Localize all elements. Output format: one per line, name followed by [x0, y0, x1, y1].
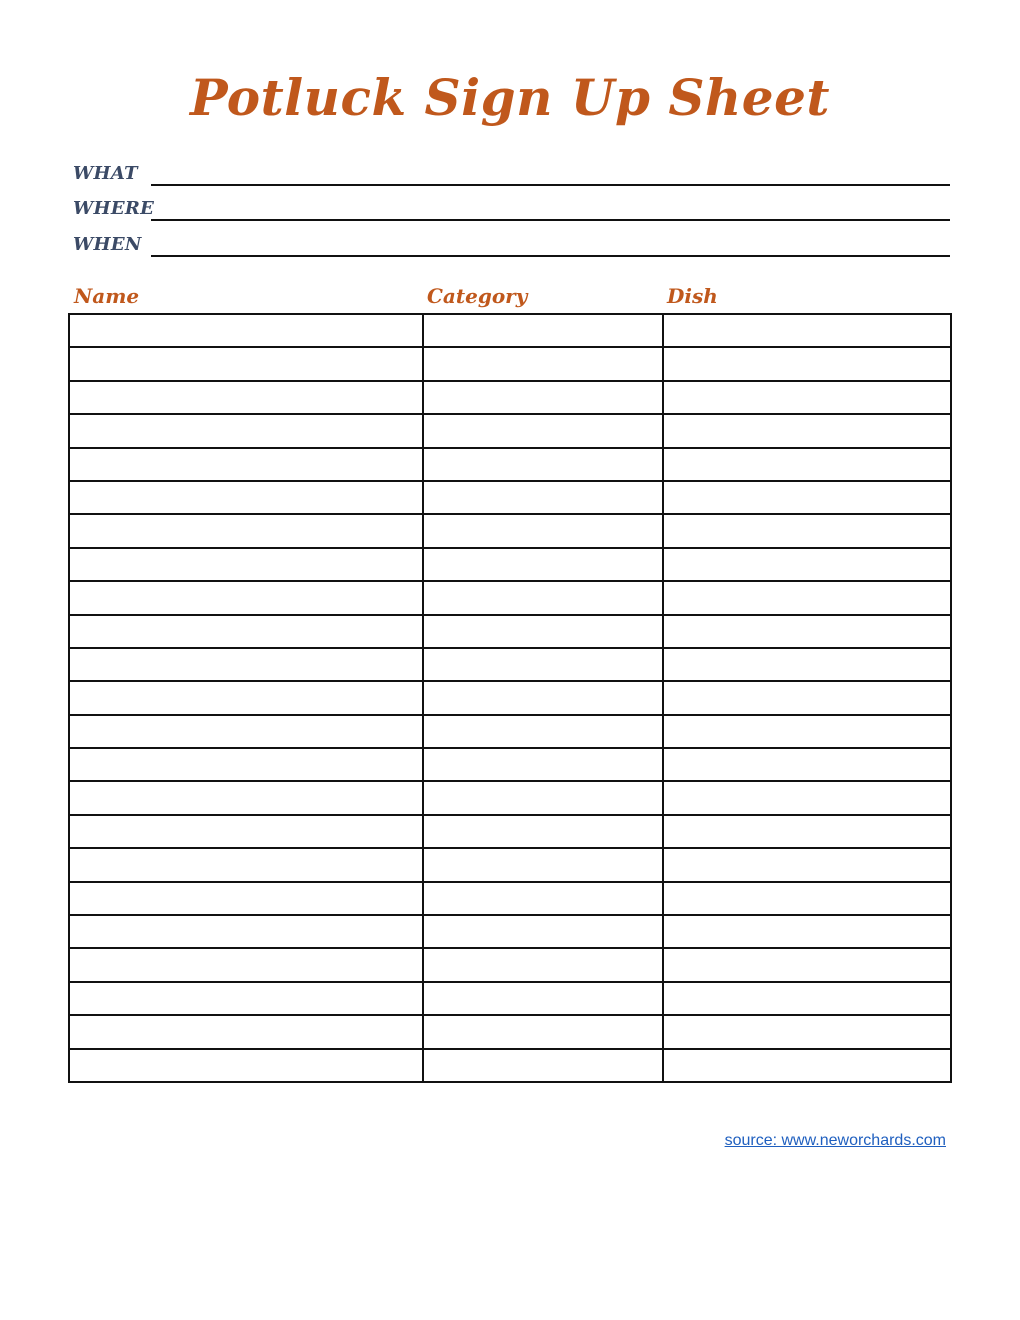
name-cell[interactable]	[69, 514, 423, 547]
dish-cell[interactable]	[663, 448, 951, 481]
table-row	[69, 314, 951, 347]
category-cell[interactable]	[423, 548, 663, 581]
table-row	[69, 681, 951, 714]
category-cell[interactable]	[423, 1015, 663, 1048]
table-row	[69, 982, 951, 1015]
dish-cell[interactable]	[663, 314, 951, 347]
table-row	[69, 414, 951, 447]
dish-cell[interactable]	[663, 347, 951, 380]
name-cell[interactable]	[69, 314, 423, 347]
table-row	[69, 748, 951, 781]
table-row	[69, 882, 951, 915]
table-row	[69, 948, 951, 981]
table-row	[69, 514, 951, 547]
signup-table	[68, 313, 952, 1083]
dish-cell[interactable]	[663, 481, 951, 514]
column-header-dish: Dish	[667, 284, 718, 308]
name-cell[interactable]	[69, 915, 423, 948]
category-cell[interactable]	[423, 748, 663, 781]
dish-cell[interactable]	[663, 748, 951, 781]
name-cell[interactable]	[69, 681, 423, 714]
dish-cell[interactable]	[663, 915, 951, 948]
table-row	[69, 615, 951, 648]
category-cell[interactable]	[423, 381, 663, 414]
when-input-line[interactable]	[151, 255, 950, 257]
dish-cell[interactable]	[663, 781, 951, 814]
dish-cell[interactable]	[663, 514, 951, 547]
name-cell[interactable]	[69, 1015, 423, 1048]
dish-cell[interactable]	[663, 848, 951, 881]
table-row	[69, 781, 951, 814]
category-cell[interactable]	[423, 681, 663, 714]
dish-cell[interactable]	[663, 982, 951, 1015]
dish-cell[interactable]	[663, 414, 951, 447]
category-cell[interactable]	[423, 982, 663, 1015]
name-cell[interactable]	[69, 581, 423, 614]
dish-cell[interactable]	[663, 681, 951, 714]
table-row	[69, 715, 951, 748]
category-cell[interactable]	[423, 948, 663, 981]
signup-table-body	[69, 314, 951, 1082]
name-cell[interactable]	[69, 381, 423, 414]
category-cell[interactable]	[423, 815, 663, 848]
category-cell[interactable]	[423, 314, 663, 347]
category-cell[interactable]	[423, 514, 663, 547]
name-cell[interactable]	[69, 815, 423, 848]
name-cell[interactable]	[69, 848, 423, 881]
dish-cell[interactable]	[663, 1015, 951, 1048]
table-row	[69, 448, 951, 481]
table-row	[69, 347, 951, 380]
dish-cell[interactable]	[663, 581, 951, 614]
name-cell[interactable]	[69, 347, 423, 380]
when-label: WHEN	[73, 234, 142, 255]
what-label: WHAT	[73, 163, 138, 184]
where-field[interactable]	[73, 191, 950, 221]
table-row	[69, 1015, 951, 1048]
name-cell[interactable]	[69, 615, 423, 648]
category-cell[interactable]	[423, 781, 663, 814]
category-cell[interactable]	[423, 715, 663, 748]
category-cell[interactable]	[423, 414, 663, 447]
category-cell[interactable]	[423, 581, 663, 614]
table-row	[69, 815, 951, 848]
dish-cell[interactable]	[663, 815, 951, 848]
what-input-line[interactable]	[151, 184, 950, 186]
name-cell[interactable]	[69, 648, 423, 681]
name-cell[interactable]	[69, 481, 423, 514]
dish-cell[interactable]	[663, 882, 951, 915]
name-cell[interactable]	[69, 1049, 423, 1082]
dish-cell[interactable]	[663, 381, 951, 414]
name-cell[interactable]	[69, 882, 423, 915]
name-cell[interactable]	[69, 414, 423, 447]
dish-cell[interactable]	[663, 548, 951, 581]
table-row	[69, 381, 951, 414]
when-field[interactable]	[73, 227, 950, 257]
name-cell[interactable]	[69, 948, 423, 981]
name-cell[interactable]	[69, 982, 423, 1015]
category-cell[interactable]	[423, 448, 663, 481]
category-cell[interactable]	[423, 848, 663, 881]
table-row	[69, 915, 951, 948]
name-cell[interactable]	[69, 748, 423, 781]
column-header-name: Name	[74, 284, 140, 308]
table-row	[69, 848, 951, 881]
name-cell[interactable]	[69, 715, 423, 748]
dish-cell[interactable]	[663, 715, 951, 748]
source-link[interactable]: source: www.neworchards.com	[724, 1132, 946, 1149]
table-row	[69, 548, 951, 581]
category-cell[interactable]	[423, 615, 663, 648]
table-row	[69, 648, 951, 681]
where-label: WHERE	[73, 198, 155, 219]
dish-cell[interactable]	[663, 1049, 951, 1082]
category-cell[interactable]	[423, 648, 663, 681]
where-input-line[interactable]	[151, 219, 950, 221]
name-cell[interactable]	[69, 781, 423, 814]
dish-cell[interactable]	[663, 615, 951, 648]
what-field[interactable]	[73, 156, 950, 186]
category-cell[interactable]	[423, 915, 663, 948]
category-cell[interactable]	[423, 481, 663, 514]
category-cell[interactable]	[423, 1049, 663, 1082]
dish-cell[interactable]	[663, 948, 951, 981]
table-row	[69, 481, 951, 514]
name-cell[interactable]	[69, 548, 423, 581]
table-row	[69, 1049, 951, 1082]
category-cell[interactable]	[423, 882, 663, 915]
name-cell[interactable]	[69, 448, 423, 481]
dish-cell[interactable]	[663, 648, 951, 681]
page-title: Potluck Sign Up Sheet	[189, 68, 831, 127]
category-cell[interactable]	[423, 347, 663, 380]
column-header-category: Category	[427, 284, 528, 308]
table-row	[69, 581, 951, 614]
